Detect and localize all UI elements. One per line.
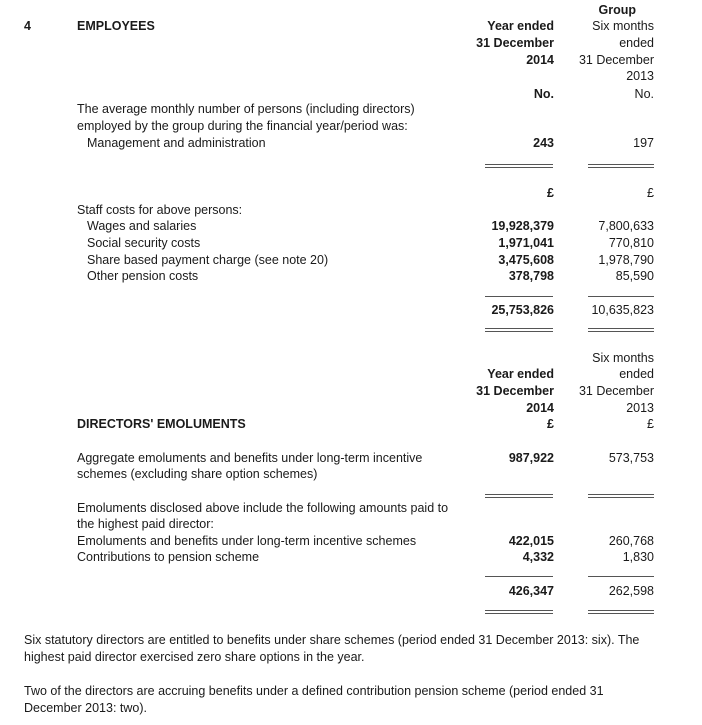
staff-row-b: 85,590 [615,269,654,283]
highest-line2: the highest paid director: [77,517,214,531]
aggregate-rule-b [588,494,654,498]
employees-heading: EMPLOYEES [77,19,155,33]
staff-row-a: 19,928,379 [491,219,554,233]
director-row-b: 1,830 [622,550,654,564]
col-b-unit: No. [634,87,654,101]
director-row-label: Contributions to pension scheme [77,550,260,564]
dir-col-a-line3: 2014 [526,401,554,415]
staff-subtotal-rule-b [588,296,654,297]
employees-intro-line2: employed by the group during the financial year/period was: [77,119,408,133]
staff-total-rule-b [588,328,654,332]
col-b-line3: 31 December [578,53,654,67]
directors-heading: DIRECTORS' EMOLUMENTS [77,417,246,431]
dir-col-b-line4: 2013 [626,401,654,415]
share-schemes-note: Six statutory directors are entitled to benefits under share schemes (period ended 31 December 2013: six). The highest paid director exercised zero share options in the year. [24,633,640,664]
staff-row-a: 1,971,041 [498,236,554,250]
aggregate-b: 573,753 [608,451,654,465]
director-row-a: 4,332 [522,550,554,564]
staff-row-label: Other pension costs [87,269,199,283]
aggregate-a: 987,922 [508,451,554,465]
col-b-line1: Six months [592,19,654,33]
staff-row-b: 770,810 [608,236,654,250]
director-subtotal-rule-b [588,576,654,577]
employees-intro-line1: The average monthly number of persons (including directors) [77,102,415,116]
staff-row-label: Wages and salaries [87,219,197,233]
aggregate-line2: schemes (excluding share option schemes) [77,467,318,481]
staff-row-a: 378,798 [508,269,554,283]
staff-subtotal-rule-a [485,296,553,297]
staff-currency-a: £ [547,186,554,200]
director-row-label: Emoluments and benefits under long-term incentive schemes [77,534,417,548]
aggregate-line1: Aggregate emoluments and benefits under long-term incentive [77,451,423,465]
director-total-rule-a [485,610,553,614]
col-b-line4: 2013 [626,69,654,83]
staff-row-label: Share based payment charge (see note 20) [87,253,329,267]
staff-row-a: 3,475,608 [498,253,554,267]
staff-row-label: Social security costs [87,236,201,250]
director-total-b: 262,598 [608,584,654,598]
staff-currency-b: £ [647,186,654,200]
dir-col-b-unit: £ [647,417,654,431]
dir-col-a-line2: 31 December [476,384,554,398]
col-a-line3: 2014 [526,53,554,67]
pension-note: Two of the directors are accruing benefits under a defined contribution pension scheme (period ended 31 December 2013: two). [24,684,604,715]
director-total-rule-b [588,610,654,614]
employees-row-a: 243 [533,136,554,150]
employees-total-rule-a [485,164,553,168]
director-total-a: 426,347 [508,584,554,598]
staff-total-b: 10,635,823 [591,303,654,317]
staff-total-rule-a [485,328,553,332]
col-a-line1: Year ended [487,19,554,33]
employees-row-b: 197 [633,136,654,150]
employees-total-rule-b [588,164,654,168]
director-row-b: 260,768 [608,534,654,548]
staff-row-b: 1,978,790 [598,253,654,267]
note-number: 4 [24,19,31,33]
col-b-line2: ended [619,36,654,50]
director-subtotal-rule-a [485,576,553,577]
dir-col-b-line3: 31 December [578,384,654,398]
group-label: Group [598,3,636,17]
dir-col-b-line1: Six months [592,351,654,365]
dir-col-a-unit: £ [547,417,554,431]
aggregate-rule-a [485,494,553,498]
highest-line1: Emoluments disclosed above include the following amounts paid to [77,501,449,515]
staff-total-a: 25,753,826 [491,303,554,317]
employees-row-label: Management and administration [87,136,266,150]
dir-col-a-line1: Year ended [487,367,554,381]
dir-col-b-line2: ended [619,367,654,381]
col-a-line2: 31 December [476,36,554,50]
director-row-a: 422,015 [508,534,554,548]
staff-costs-heading: Staff costs for above persons: [77,203,243,217]
staff-row-b: 7,800,633 [598,219,654,233]
col-a-unit: No. [533,87,554,101]
